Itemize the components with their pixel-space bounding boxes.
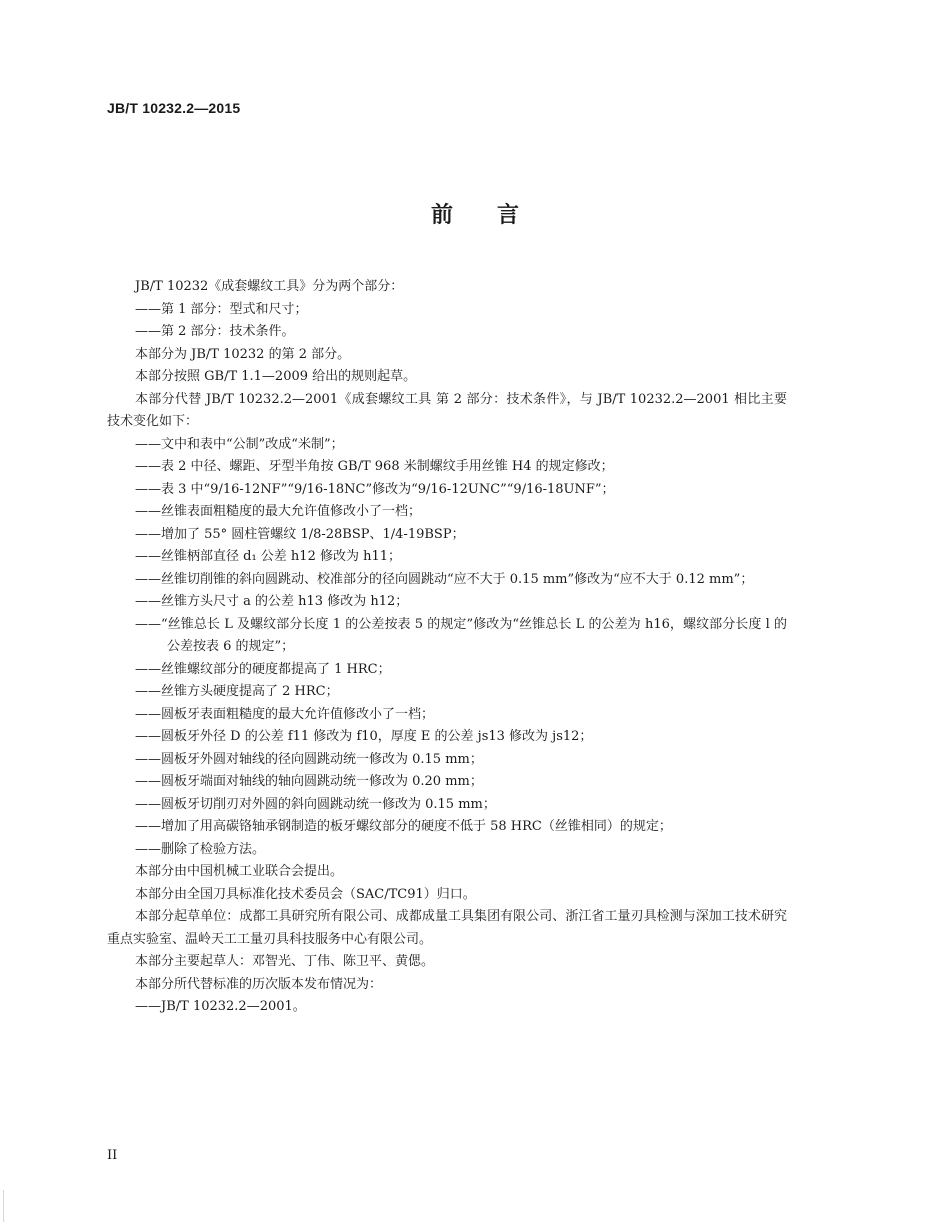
page-title: 前言: [430, 203, 563, 228]
paragraph: 本部分为 JB/T 10232 的第 2 部分。: [135, 346, 351, 362]
paragraph: 本部分所代替标准的历次版本发布情况为：: [135, 976, 383, 992]
change-list-item: ——丝锥表面粗糙度的最大允许值修改小了一档；: [135, 504, 422, 519]
change-list-item: ——第 2 部分：技术条件。: [135, 324, 295, 339]
change-list-item: ——第 1 部分：型式和尺寸；: [135, 301, 308, 317]
change-list-item: ——圆板牙表面粗糙度的最大允许值修改小了一档；: [135, 706, 435, 722]
change-list-item: ——JB/T 10232.2—2001。: [135, 999, 306, 1014]
change-list-item: ——增加了用高碳铬轴承钢制造的板牙螺纹部分的硬度不低于 58 HRC（丝锥相同）的规定；: [135, 819, 672, 834]
change-list-item: ——圆板牙端面对轴线的轴向圆跳动统一修改为 0.20 mm；: [135, 774, 483, 789]
scan-edge-line: [3, 1190, 4, 1222]
change-list-item: ——圆板牙外圆对轴线的径向圆跳动统一修改为 0.15 mm；: [135, 751, 483, 767]
foreword-body: [107, 276, 787, 1019]
page-number: II: [107, 1148, 118, 1163]
paragraph: 本部分由全国刀具标准化技术委员会（SAC/TC91）归口。: [135, 886, 476, 902]
standard-code: JB/T 10232.2—2015: [107, 100, 241, 116]
change-list-item: ——圆板牙切削刃对外圆的斜向圆跳动统一修改为 0.15 mm；: [135, 796, 496, 812]
paragraph: 本部分代替 JB/T 10232.2—2001《成套螺纹工具 第 2 部分：技术条件》，与 JB/T 10232.2—2001 相比主要技术变化如下：: [107, 391, 787, 429]
paragraph: 本部分按照 GB/T 1.1—2009 给出的规则起草。: [135, 369, 417, 384]
change-list-item: ——增加了 55° 圆柱管螺纹 1/8-28BSP、1/4-19BSP；: [135, 526, 465, 542]
paragraph: JB/T 10232《成套螺纹工具》分为两个部分：: [135, 279, 404, 294]
paragraph: 本部分主要起草人：邓智光、丁伟、陈卫平、黄偲。: [135, 954, 435, 969]
change-list-item: ——“丝锥总长 L 及螺纹部分长度 1 的公差按表 5 的规定”修改为“丝锥总长 L 的公差为 h16，螺纹部分长度 l 的公差按表 6 的规定”；: [135, 616, 787, 654]
change-list-item: ——丝锥方头尺寸 a 的公差 h13 修改为 h12；: [135, 594, 409, 609]
change-list-item: ——丝锥柄部直径 d₁ 公差 h12 修改为 h11；: [135, 549, 402, 564]
change-list-item: ——表 2 中径、螺距、牙型半角按 GB/T 968 米制螺纹手用丝锥 H4 的规定修改；: [135, 459, 614, 474]
paragraph: 本部分起草单位：成都工具研究所有限公司、成都成量工具集团有限公司、浙江省工量刃具检测与深加工技术研究重点实验室、温岭天工工量刃具科技服务中心有限公司。: [107, 909, 787, 947]
change-list-item: ——删除了检验方法。: [135, 841, 266, 857]
change-list-item: ——表 3 中“9/16-12NF”“9/16-18NC”修改为“9/16-12UNC”“9/16-18UNF”；: [135, 481, 615, 497]
change-list-item: ——丝锥切削锥的斜向圆跳动、校准部分的径向圆跳动“应不大于 0.15 mm”修改为“应不大于 0.12 mm”；: [135, 571, 754, 587]
change-list-item: ——文中和表中“公制”改成“米制”；: [135, 436, 344, 452]
change-list-item: ——丝锥方头硬度提高了 2 HRC；: [135, 684, 339, 699]
paragraph: 本部分由中国机械工业联合会提出。: [135, 864, 344, 879]
change-list-item: ——圆板牙外径 D 的公差 f11 修改为 f10，厚度 E 的公差 js13 修改为 js12；: [135, 729, 593, 744]
change-list-item: ——丝锥螺纹部分的硬度都提高了 1 HRC；: [135, 661, 391, 677]
